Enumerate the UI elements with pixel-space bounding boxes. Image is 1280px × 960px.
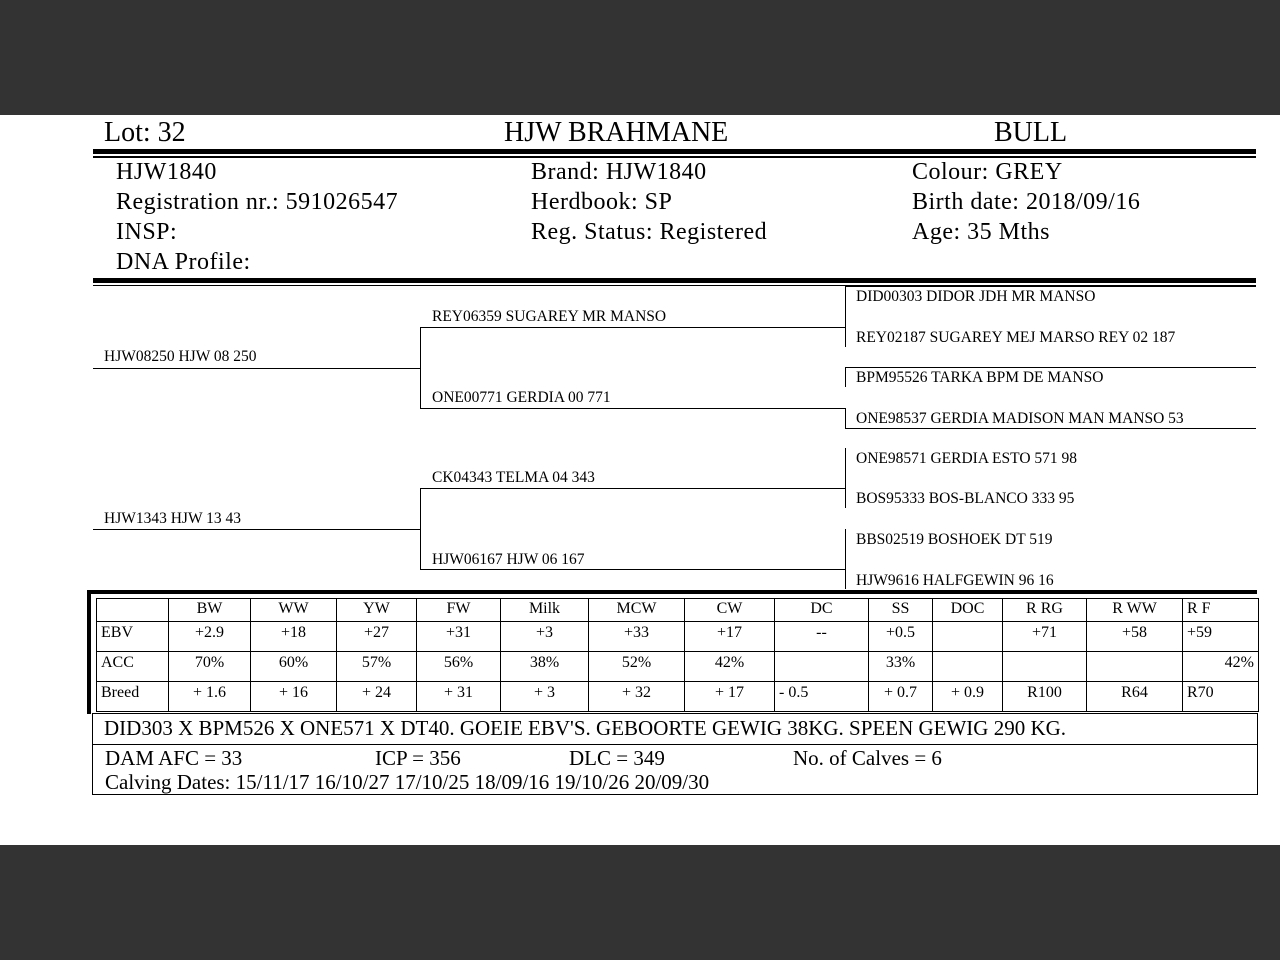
gen3-bracket-4b — [845, 569, 846, 589]
gen2-bracket-2 — [420, 488, 421, 570]
herdbook: Herdbook: SP — [531, 189, 673, 215]
breed-cell: + 31 — [417, 682, 501, 712]
ebv-col-header: MCW — [589, 599, 685, 622]
acc-cell: 60% — [251, 652, 337, 682]
row-label: EBV — [97, 622, 169, 652]
breed-cell: + 17 — [685, 682, 775, 712]
ebv-col-header: YW — [337, 599, 417, 622]
acc-cell: 42% — [685, 652, 775, 682]
ebv-cell: +18 — [251, 622, 337, 652]
ebv-cell — [933, 622, 1003, 652]
pedigree-gen3-5: ONE98571 GERDIA ESTO 571 98 — [856, 450, 1078, 467]
ebv-col-header: DC — [775, 599, 869, 622]
acc-row — [97, 652, 1259, 682]
acc-cell — [1087, 652, 1183, 682]
acc-cell: 33% — [869, 652, 933, 682]
header-divider-thick — [93, 149, 1256, 154]
ebv-row — [97, 622, 1259, 652]
pedigree-sire-dam: ONE00771 GERDIA 00 771 — [432, 389, 611, 406]
gen3-line-1 — [845, 286, 1256, 287]
dam-calves: No. of Calves = 6 — [793, 746, 942, 770]
ebv-col-header: R F — [1183, 599, 1259, 622]
pedigree-sire-sire: REY06359 SUGAREY MR MANSO — [432, 308, 667, 325]
ebv-col-header: R WW — [1087, 599, 1183, 622]
ebv-col-header: DOC — [933, 599, 1003, 622]
ebv-cell: +33 — [589, 622, 685, 652]
breed-row — [97, 682, 1259, 712]
gen3-bracket-3b — [845, 488, 846, 508]
dam-line — [93, 529, 420, 530]
dam-afc: DAM AFC = 33 — [105, 746, 243, 770]
registration-number: Registration nr.: 591026547 — [116, 189, 399, 215]
gen3-line-4 — [845, 428, 1256, 429]
reg-status: Reg. Status: Registered — [531, 219, 768, 245]
ebv-table — [96, 598, 1259, 712]
acc-cell: 57% — [337, 652, 417, 682]
acc-cell: 52% — [589, 652, 685, 682]
ebv-cell: -- — [775, 622, 869, 652]
animal-sex: BULL — [994, 117, 1068, 148]
ebv-cell: +59 — [1183, 622, 1259, 652]
acc-cell: 42% — [1183, 652, 1259, 682]
pedigree-dam: HJW1343 HJW 13 43 — [104, 510, 242, 527]
pedigree-dam-dam: HJW06167 HJW 06 167 — [432, 551, 585, 568]
insp-label: INSP: — [116, 219, 178, 245]
dna-profile-label: DNA Profile: — [116, 249, 251, 275]
breed-cell: + 3 — [501, 682, 589, 712]
breeder-name: HJW BRAHMANE — [504, 117, 729, 148]
ebv-cell: +71 — [1003, 622, 1087, 652]
ebv-header-row — [97, 599, 1259, 622]
comment-box — [92, 713, 1258, 745]
ebv-col-header: FW — [417, 599, 501, 622]
gen3-bracket-2b — [845, 408, 846, 428]
gen3-line-3 — [845, 367, 1256, 368]
pedigree-gen3-6: BOS95333 BOS-BLANCO 333 95 — [856, 490, 1075, 507]
ebv-cell: +2.9 — [169, 622, 251, 652]
gen2-bracket-1 — [420, 327, 421, 409]
ebv-frame-left — [87, 590, 91, 714]
pedigree-gen3-3: BPM95526 TARKA BPM DE MANSO — [856, 369, 1104, 386]
lot-card — [0, 115, 1280, 845]
header-divider-thin — [93, 156, 1256, 158]
calving-dates: Calving Dates: 15/11/17 16/10/27 17/10/25 18/09/16 19/10/26 20/09/30 — [105, 770, 710, 794]
pedigree-gen3-7: BBS02519 BOSHOEK DT 519 — [856, 531, 1053, 548]
acc-cell — [933, 652, 1003, 682]
ebv-col-header: SS — [869, 599, 933, 622]
breed-cell: + 1.6 — [169, 682, 251, 712]
breed-cell: R100 — [1003, 682, 1087, 712]
ebv-col-header: CW — [685, 599, 775, 622]
gen2-line-1 — [420, 327, 845, 328]
breed-cell: R64 — [1087, 682, 1183, 712]
colour: Colour: GREY — [912, 159, 1063, 185]
dam-dlc: DLC = 349 — [569, 746, 665, 770]
acc-cell: 70% — [169, 652, 251, 682]
ebv-col-header — [97, 599, 169, 622]
breed-cell: + 0.9 — [933, 682, 1003, 712]
ebv-col-header: R RG — [1003, 599, 1087, 622]
row-label: ACC — [97, 652, 169, 682]
pedigree-dam-sire: CK04343 TELMA 04 343 — [432, 469, 595, 486]
ebv-col-header: BW — [169, 599, 251, 622]
breed-cell: - 0.5 — [775, 682, 869, 712]
pedigree-gen3-4: ONE98537 GERDIA MADISON MAN MANSO 53 — [856, 410, 1184, 427]
brand: Brand: HJW1840 — [531, 159, 707, 185]
ebv-cell: +0.5 — [869, 622, 933, 652]
breed-cell: + 16 — [251, 682, 337, 712]
pedigree-gen3-8: HJW9616 HALFGEWIN 96 16 — [856, 572, 1054, 589]
acc-cell: 38% — [501, 652, 589, 682]
pedigree-gen3-1: DID00303 DIDOR JDH MR MANSO — [856, 288, 1096, 305]
gen2-line-2 — [420, 408, 845, 409]
lot-number: Lot: 32 — [104, 117, 186, 148]
dam-icp: ICP = 356 — [375, 746, 461, 770]
pedigree-gen3-2: REY02187 SUGAREY MEJ MARSO REY 02 187 — [856, 329, 1176, 346]
ebv-cell: +17 — [685, 622, 775, 652]
pedigree-sire: HJW08250 HJW 08 250 — [104, 348, 257, 365]
sire-line — [93, 368, 420, 369]
ebv-cell: +27 — [337, 622, 417, 652]
breed-cell: R70 — [1183, 682, 1259, 712]
dam-info-box — [92, 744, 1258, 795]
ebv-cell: +3 — [501, 622, 589, 652]
animal-id: HJW1840 — [116, 159, 217, 185]
acc-cell — [775, 652, 869, 682]
gen3-bracket-2a — [845, 367, 846, 387]
acc-cell — [1003, 652, 1087, 682]
gen3-bracket-3a — [845, 448, 846, 488]
breed-cell: + 32 — [589, 682, 685, 712]
gen3-bracket-4a — [845, 529, 846, 569]
ebv-cell: +31 — [417, 622, 501, 652]
breed-cell: + 24 — [337, 682, 417, 712]
gen2-line-4 — [420, 569, 845, 570]
gen3-bracket-1b — [845, 327, 846, 347]
gen2-line-3 — [420, 488, 845, 489]
comment-text: DID303 X BPM526 X ONE571 X DT40. GOEIE EBV'S. GEBOORTE GEWIG 38KG. SPEEN GEWIG 290 KG. — [104, 716, 1067, 740]
info-divider-thick — [93, 278, 1256, 283]
ebv-col-header: WW — [251, 599, 337, 622]
acc-cell: 56% — [417, 652, 501, 682]
gen3-bracket-1a — [845, 286, 846, 327]
breed-cell: + 0.7 — [869, 682, 933, 712]
ebv-col-header: Milk — [501, 599, 589, 622]
row-label: Breed — [97, 682, 169, 712]
age: Age: 35 Mths — [912, 219, 1050, 245]
birth-date: Birth date: 2018/09/16 — [912, 189, 1141, 215]
ebv-cell: +58 — [1087, 622, 1183, 652]
ebv-frame-top — [87, 590, 1257, 594]
